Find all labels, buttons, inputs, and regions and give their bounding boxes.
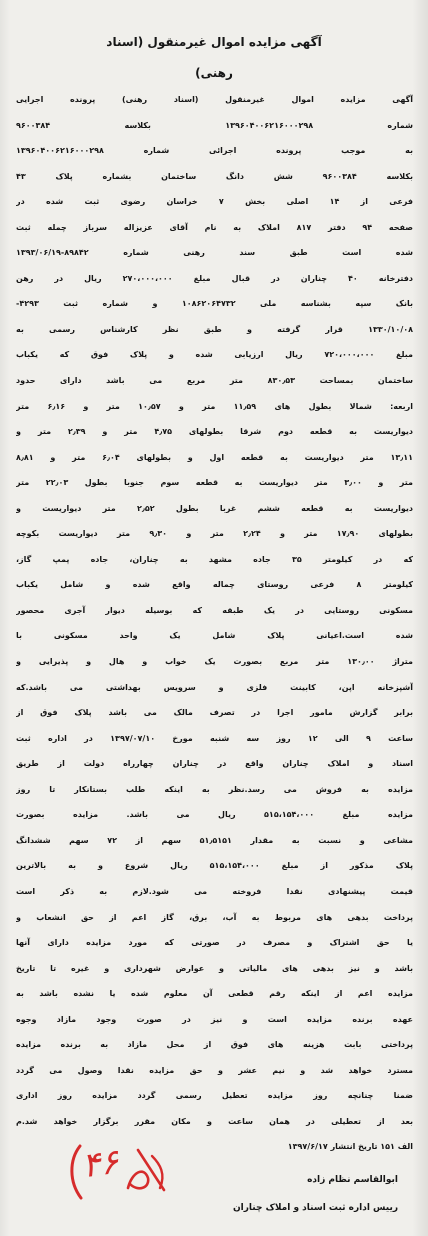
- body-line: متراژ ۱۳۰٫۰۰ متر مربع بصورت یک خواب و هال و پذیرایی و: [16, 657, 413, 667]
- body-line: به موجب پرونده اجرائی شماره ۱۳۹۶۰۴۰۰۶۲۱۶۰۰۰۲۹۸: [16, 146, 413, 156]
- body-line: مزایده به فروش می رسد.نظر به اینکه طلب بستانکار تا روز: [16, 784, 413, 794]
- body-line: آشپزخانه اپن، کابینت فلزی و سرویس بهداشتی می باشد.که: [16, 682, 413, 692]
- body-line: ساعت ۹ الی ۱۲ روز سه شنبه مورخ ۱۳۹۷/۰۷/۱۰ در اداره ثبت: [16, 733, 413, 743]
- body-line: مسکونی روستایی در یک طبقه که بوسیله دیوار آجری محصور: [16, 605, 413, 615]
- body-line: آگهی مزایده اموال غیرمنقول (اسناد رهنی) پرونده اجرایی: [16, 95, 413, 104]
- body-line: پرداخت بدهی های مربوط به آب، برق، گاز اعم از حق انشعاب و: [16, 912, 413, 922]
- body-line: مشاعی و نسبت به مقدار ۵۱٫۵۱۵۱ سهم از ۷۲ سهم ششدانگ: [16, 835, 413, 845]
- body-line: مزایده مبلغ ۵۱۵،۱۵۴،۰۰۰ ریال می باشد. مزایده بصورت: [16, 810, 413, 820]
- body-line: صفحه ۹۴ دفتر ۸۱۷ املاک به نام آقای عزیزاله سرباز چمله ثبت: [16, 222, 413, 232]
- handwritten-note-text: ۴۶: [79, 1141, 122, 1187]
- body-line: کیلومتر ۸ فرعی روستای چماله واقع شده و شامل یکباب: [16, 580, 413, 590]
- notice-body: [16, 87, 413, 1160]
- handwritten-note: [66, 1138, 170, 1204]
- body-line: دفترخانه ۴۰ چناران در قبال مبلغ ۲۷۰،۰۰۰،۰۰۰ ریال در رهن: [16, 273, 413, 283]
- body-line: بطولهای ۱۷٫۹۰ متر و ۲٫۲۴ متر و ۹٫۳۰ متر دیواریست بکوچه: [16, 529, 413, 539]
- body-line: متر و ۳٫۰۰ متر دیواریست به قطعه سوم جنوبا بطول ۲۲٫۰۳ متر: [16, 478, 413, 488]
- body-line: فرعی از ۱۴ اصلی بخش ۷ خراسان رضوی ثبت شده در: [16, 197, 413, 207]
- notice-title-line-1: آگهی مزایده اموال غیرمنقول (اسناد: [106, 35, 322, 49]
- body-line: قیمت پیشنهادی نقدا فروخته می شود.لازم به ذکر است: [16, 886, 413, 896]
- body-line: شده است.اعیانی پلاک شامل یک واحد مسکونی با: [16, 631, 413, 641]
- body-line: دیواریست به قطعه دوم شرقا بطولهای ۴٫۷۵ متر و ۲٫۳۹ متر و: [16, 427, 413, 437]
- body-line: ساختمان بمساحت ۸۳۰٫۵۳ متر مربع می باشد دارای حدود: [16, 376, 413, 386]
- signatory-title: رییس اداره ثبت اسناد و املاک چناران: [232, 1203, 398, 1213]
- body-line: مزایده اعم از اینکه رقم قطعی آن معلوم شده یا نشده باشد به: [16, 989, 413, 999]
- body-line: یا حق اشتراک و مصرف در صورتی که مورد مزایده دارای آنها: [16, 938, 413, 948]
- body-line: دیواریست به قطعه ششم غربا بطول ۲٫۵۲ متر دیواریست و: [16, 503, 413, 513]
- signatory-name: ابوالقاسم نظام زاده: [307, 1175, 398, 1185]
- body-line: ۱۳٫۱۱ متر دیواریست به قطعه اول و بطولهای ۶٫۰۴ متر و ۸٫۸۱: [16, 452, 413, 462]
- body-line: باشد و نیز بدهی های مالیاتی و عوارض شهرداری و غیره تا تاریخ: [16, 963, 413, 973]
- body-line: اسناد و املاک چناران واقع در چناران چهارراه دولت از طریق: [16, 759, 413, 769]
- body-line: شده است طبق سند رهنی شماره ۸۹۸۴۲-۱۳۹۳/۰۶/۱۹: [16, 248, 413, 258]
- body-line: پرداختی بابت هزینه های فوق از محل مازاد به برنده مزایده: [16, 1040, 413, 1050]
- body-line: ۱۳۳۰/۱۰/۰۸ قرار گرفته و طبق نظر کارشناس رسمی به: [16, 324, 413, 334]
- body-line: بعد از تعطیلی در همان ساعت و مکان مقرر برگزار خواهد شد.م: [16, 1116, 413, 1126]
- notice-title-line-2: رهنی): [195, 66, 233, 80]
- body-line: بانک سپه بشناسه ملی ۱۰۸۶۲۰۶۴۷۳۲ و شماره ثبت ۴۲۹۳-: [16, 299, 413, 309]
- body-line: عهده برنده مزایده است و نیز در صورت وجود مازاد وجوه: [16, 1014, 413, 1024]
- body-line: شماره ۱۳۹۶۰۴۰۰۶۲۱۶۰۰۰۲۹۸ بکلاسه ۹۶۰۰۳۸۴: [16, 120, 413, 130]
- publication-line: الف ۱۵۱ تاریخ انتشار ۱۳۹۷/۶/۱۷: [287, 1142, 413, 1152]
- body-line: ضمنا چنانچه روز مزایده تعطیل رسمی گردد مزایده روز اداری: [16, 1091, 413, 1101]
- body-line: مبلغ ۷۲۰،۰۰۰،۰۰۰ ریال ارزیابی شده و پلاک فوق که یکباب: [16, 350, 413, 360]
- body-line: پلاک مذکور از مبلغ ۵۱۵،۱۵۴،۰۰۰ ریال شروع و به بالاترین: [16, 861, 413, 871]
- body-line: برابر گزارش مامور اجرا در تصرف مالک می باشد پلاک فوق از: [16, 708, 413, 718]
- body-line: که در کیلومتر ۳۵ جاده مشهد به چناران، جاده پمپ گاز،: [16, 554, 413, 564]
- body-line: مسترد خواهد شد و نیم عشر و حق مزایده نقدا وصول می گردد: [16, 1065, 413, 1075]
- body-line: اربعه: شمالا بطول های ۱۱٫۵۹ متر و ۱۰٫۵۷ متر و ۶٫۱۶ متر: [16, 401, 413, 411]
- body-line: بکلاسه ۹۶۰۰۳۸۴ شش دانگ ساختمان بشماره پلاک ۴۳: [16, 171, 413, 181]
